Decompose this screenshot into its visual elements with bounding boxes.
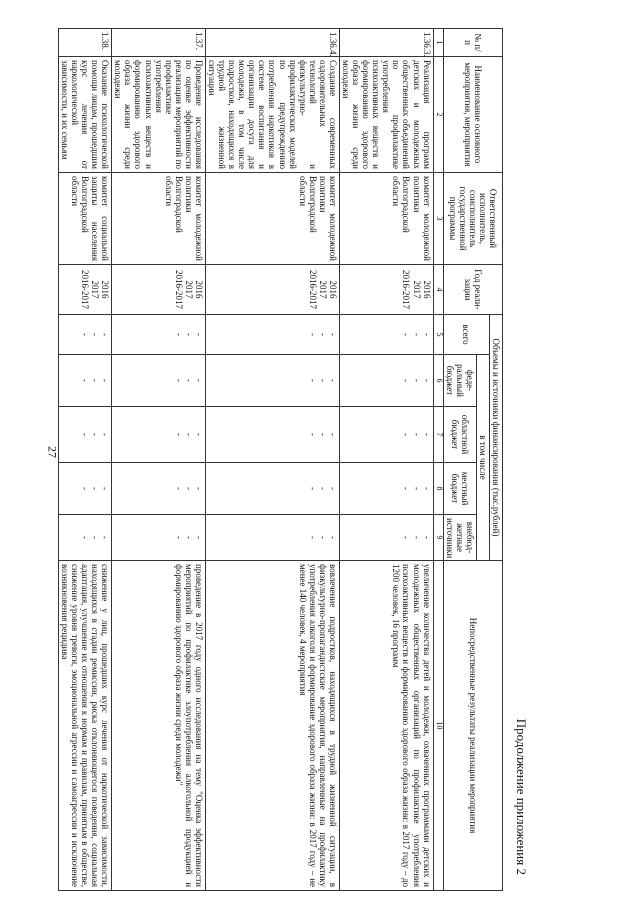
dash-value: - <box>327 487 338 490</box>
federal-values <box>339 355 433 407</box>
dash-value: - <box>411 379 422 382</box>
total-values <box>205 315 339 355</box>
dash-value: - <box>421 379 432 382</box>
dash-value: - <box>307 487 318 490</box>
table-row <box>58 29 111 891</box>
dash-value: - <box>183 536 194 539</box>
header-num: № п/п <box>443 29 502 57</box>
row-name: Реализация программ детских и молодежных общественных объединений по профилактике употребления психоактивных веществ и формированию здорового образа жизни среди молодежи <box>339 57 433 173</box>
year-value: 2016 <box>100 280 111 299</box>
row-result: снижение у лиц, прошедших курс лечения от наркотической зависимости, находящихся в стадии ремиссии, риска отклоняющегося поведения, социальная адаптация, улучшение их отношения к нормам и правилам, принятым в обществе, снижение уровня тревоги, эмоциональной агрессии и самоагрессии и исключение возникновения рецидива <box>58 561 111 891</box>
year-value: 2017 <box>411 280 422 299</box>
col-number: 6 <box>433 355 443 407</box>
dash-value: - <box>193 433 204 436</box>
dash-value: - <box>100 433 111 436</box>
row-executor: комитет молодежной политики Волгоградской области <box>112 173 206 265</box>
local-values <box>112 463 206 515</box>
dash-value: - <box>183 487 194 490</box>
dash-value: - <box>90 487 101 490</box>
year-value: 2016-2017 <box>307 270 318 309</box>
dash-value: - <box>193 333 204 336</box>
dash-value: - <box>183 333 194 336</box>
regional-values <box>112 407 206 463</box>
dash-value: - <box>401 379 412 382</box>
dash-value: - <box>100 333 111 336</box>
regional-values <box>58 407 111 463</box>
row-result: увеличение количества детей и молодежи, охваченных программами детских и молодежных общественных организаций по профилактике употребления психоактивных веществ и формированию здорового образа жизни: в 2017 году – до 1200 человек, 16 программ <box>339 561 433 891</box>
federal-values <box>58 355 111 407</box>
row-result: проведение в 2017 году одного исследования на тему "Оценка эффективности мероприятий по профилактике злоупотребления алкогольной продукцией и формированию здорового образа жизни среди молодежи" <box>112 561 206 891</box>
dash-value: - <box>183 379 194 382</box>
total-values <box>112 315 206 355</box>
header-including: в том числе <box>476 355 489 561</box>
year-value: 2016-2017 <box>401 270 412 309</box>
dash-value: - <box>193 536 204 539</box>
dash-value: - <box>401 536 412 539</box>
dash-value: - <box>193 487 204 490</box>
table-row <box>205 29 339 891</box>
row-name: Создание современных оздоровительных технологий и физкультурно-профилактических моделей по предупреждению потребления наркотиков в системе воспитания и организации досуга для молодежи, в том числе подростков, находящихся в трудной жизненной ситуации <box>205 57 339 173</box>
header-federal: феде-ральный бюджет <box>443 355 476 407</box>
page-number: 27 <box>45 446 60 458</box>
row-executor: комитет молодежной политики Волгоградской области <box>205 173 339 265</box>
dash-value: - <box>80 487 91 490</box>
dash-value: - <box>307 333 318 336</box>
dash-value: - <box>307 536 318 539</box>
dash-value: - <box>307 379 318 382</box>
dash-value: - <box>401 333 412 336</box>
table-row <box>112 29 206 891</box>
dash-value: - <box>421 536 432 539</box>
col-number: 3 <box>433 173 443 265</box>
appendix-caption: Продолжение приложения 2 <box>514 718 529 875</box>
header-local: местный бюджет <box>443 463 476 515</box>
dash-value: - <box>421 333 432 336</box>
column-number-row <box>433 29 443 891</box>
regional-values <box>339 407 433 463</box>
dash-value: - <box>90 536 101 539</box>
year-value: 2016 <box>327 280 338 299</box>
dash-value: - <box>307 433 318 436</box>
col-number: 7 <box>433 407 443 463</box>
dash-value: - <box>80 333 91 336</box>
row-executor: комитет молодежной политики Волгоградской области <box>339 173 433 265</box>
dash-value: - <box>421 487 432 490</box>
col-number: 10 <box>433 561 443 891</box>
dash-value: - <box>327 433 338 436</box>
dash-value: - <box>90 379 101 382</box>
dash-value: - <box>411 333 422 336</box>
row-name: Проведение исследования по оценке эффективности реализации мероприятий по профилактике употребления психоактивных веществ и формированию здорового образа жизни среди молодежи <box>112 57 206 173</box>
local-values <box>339 463 433 515</box>
header-regional: областной бюджет <box>443 407 476 463</box>
regional-values <box>205 407 339 463</box>
row-years <box>205 265 339 315</box>
dash-value: - <box>100 379 111 382</box>
row-result: вовлечение подростков, находящихся в трудной жизненной ситуации, в физкультурно-пропагандистские мероприятия, направленные на профилактику употребления алкоголя и формирование здорового образа жизни: в 2017 году – не менее 140 человек, 4 мероприятия <box>205 561 339 891</box>
dash-value: - <box>327 333 338 336</box>
dash-value: - <box>173 333 184 336</box>
year-value: 2016-2017 <box>80 270 91 309</box>
dash-value: - <box>421 433 432 436</box>
total-values <box>58 315 111 355</box>
row-years <box>339 265 433 315</box>
row-num: 1.36.4. <box>205 29 339 57</box>
row-num: 1.37. <box>112 29 206 57</box>
year-value: 2016 <box>421 280 432 299</box>
extra-values <box>339 515 433 561</box>
dash-value: - <box>327 379 338 382</box>
extra-values <box>205 515 339 561</box>
header-extra: внебюд-жетные источники <box>443 515 476 561</box>
row-executor: комитет социальной защиты населения Волгоградской области <box>58 173 111 265</box>
local-values <box>205 463 339 515</box>
row-num: 1.36.3. <box>339 29 433 57</box>
program-table <box>58 28 503 891</box>
row-years <box>58 265 111 315</box>
dash-value: - <box>100 487 111 490</box>
dash-value: - <box>327 536 338 539</box>
dash-value: - <box>317 433 328 436</box>
dash-value: - <box>411 487 422 490</box>
header-result: Непосредственные результаты реализации мероприятия <box>443 561 502 891</box>
row-years <box>112 265 206 315</box>
dash-value: - <box>317 487 328 490</box>
dash-value: - <box>80 433 91 436</box>
col-number: 1 <box>433 29 443 57</box>
dash-value: - <box>90 333 101 336</box>
dash-value: - <box>173 379 184 382</box>
dash-value: - <box>401 487 412 490</box>
rotated-sheet <box>0 10 535 895</box>
dash-value: - <box>411 536 422 539</box>
dash-value: - <box>193 379 204 382</box>
header-year: Год реали-зации <box>443 265 502 315</box>
dash-value: - <box>80 536 91 539</box>
dash-value: - <box>80 379 91 382</box>
dash-value: - <box>173 433 184 436</box>
dash-value: - <box>317 333 328 336</box>
year-value: 2016-2017 <box>173 270 184 309</box>
header-executor: Ответственный исполнитель, соисполнитель государственной программы <box>443 173 502 265</box>
row-num: 1.38. <box>58 29 111 57</box>
header-name: Наименование основного мероприятия, мероприятия <box>443 57 502 173</box>
col-number: 9 <box>433 515 443 561</box>
col-number: 2 <box>433 57 443 173</box>
row-name: Оказание психологической помощи лицам, прошедшим курс лечения от наркологической зависимости, и их семьям <box>58 57 111 173</box>
extra-values <box>58 515 111 561</box>
extra-values <box>112 515 206 561</box>
dash-value: - <box>173 487 184 490</box>
col-number: 4 <box>433 265 443 315</box>
dash-value: - <box>173 536 184 539</box>
dash-value: - <box>183 433 194 436</box>
federal-values <box>112 355 206 407</box>
col-number: 8 <box>433 463 443 515</box>
year-value: 2017 <box>90 280 101 299</box>
dash-value: - <box>100 536 111 539</box>
dash-value: - <box>411 433 422 436</box>
federal-values <box>205 355 339 407</box>
local-values <box>58 463 111 515</box>
year-value: 2016 <box>193 280 204 299</box>
total-values <box>339 315 433 355</box>
table-row <box>339 29 433 891</box>
header-volumes: Объемы и источники финансирования (тыс.рублей) <box>489 315 502 561</box>
dash-value: - <box>317 536 328 539</box>
year-value: 2017 <box>183 280 194 299</box>
dash-value: - <box>401 433 412 436</box>
year-value: 2017 <box>317 280 328 299</box>
dash-value: - <box>90 433 101 436</box>
col-number: 5 <box>433 315 443 355</box>
header-total: всего <box>443 315 489 355</box>
dash-value: - <box>317 379 328 382</box>
